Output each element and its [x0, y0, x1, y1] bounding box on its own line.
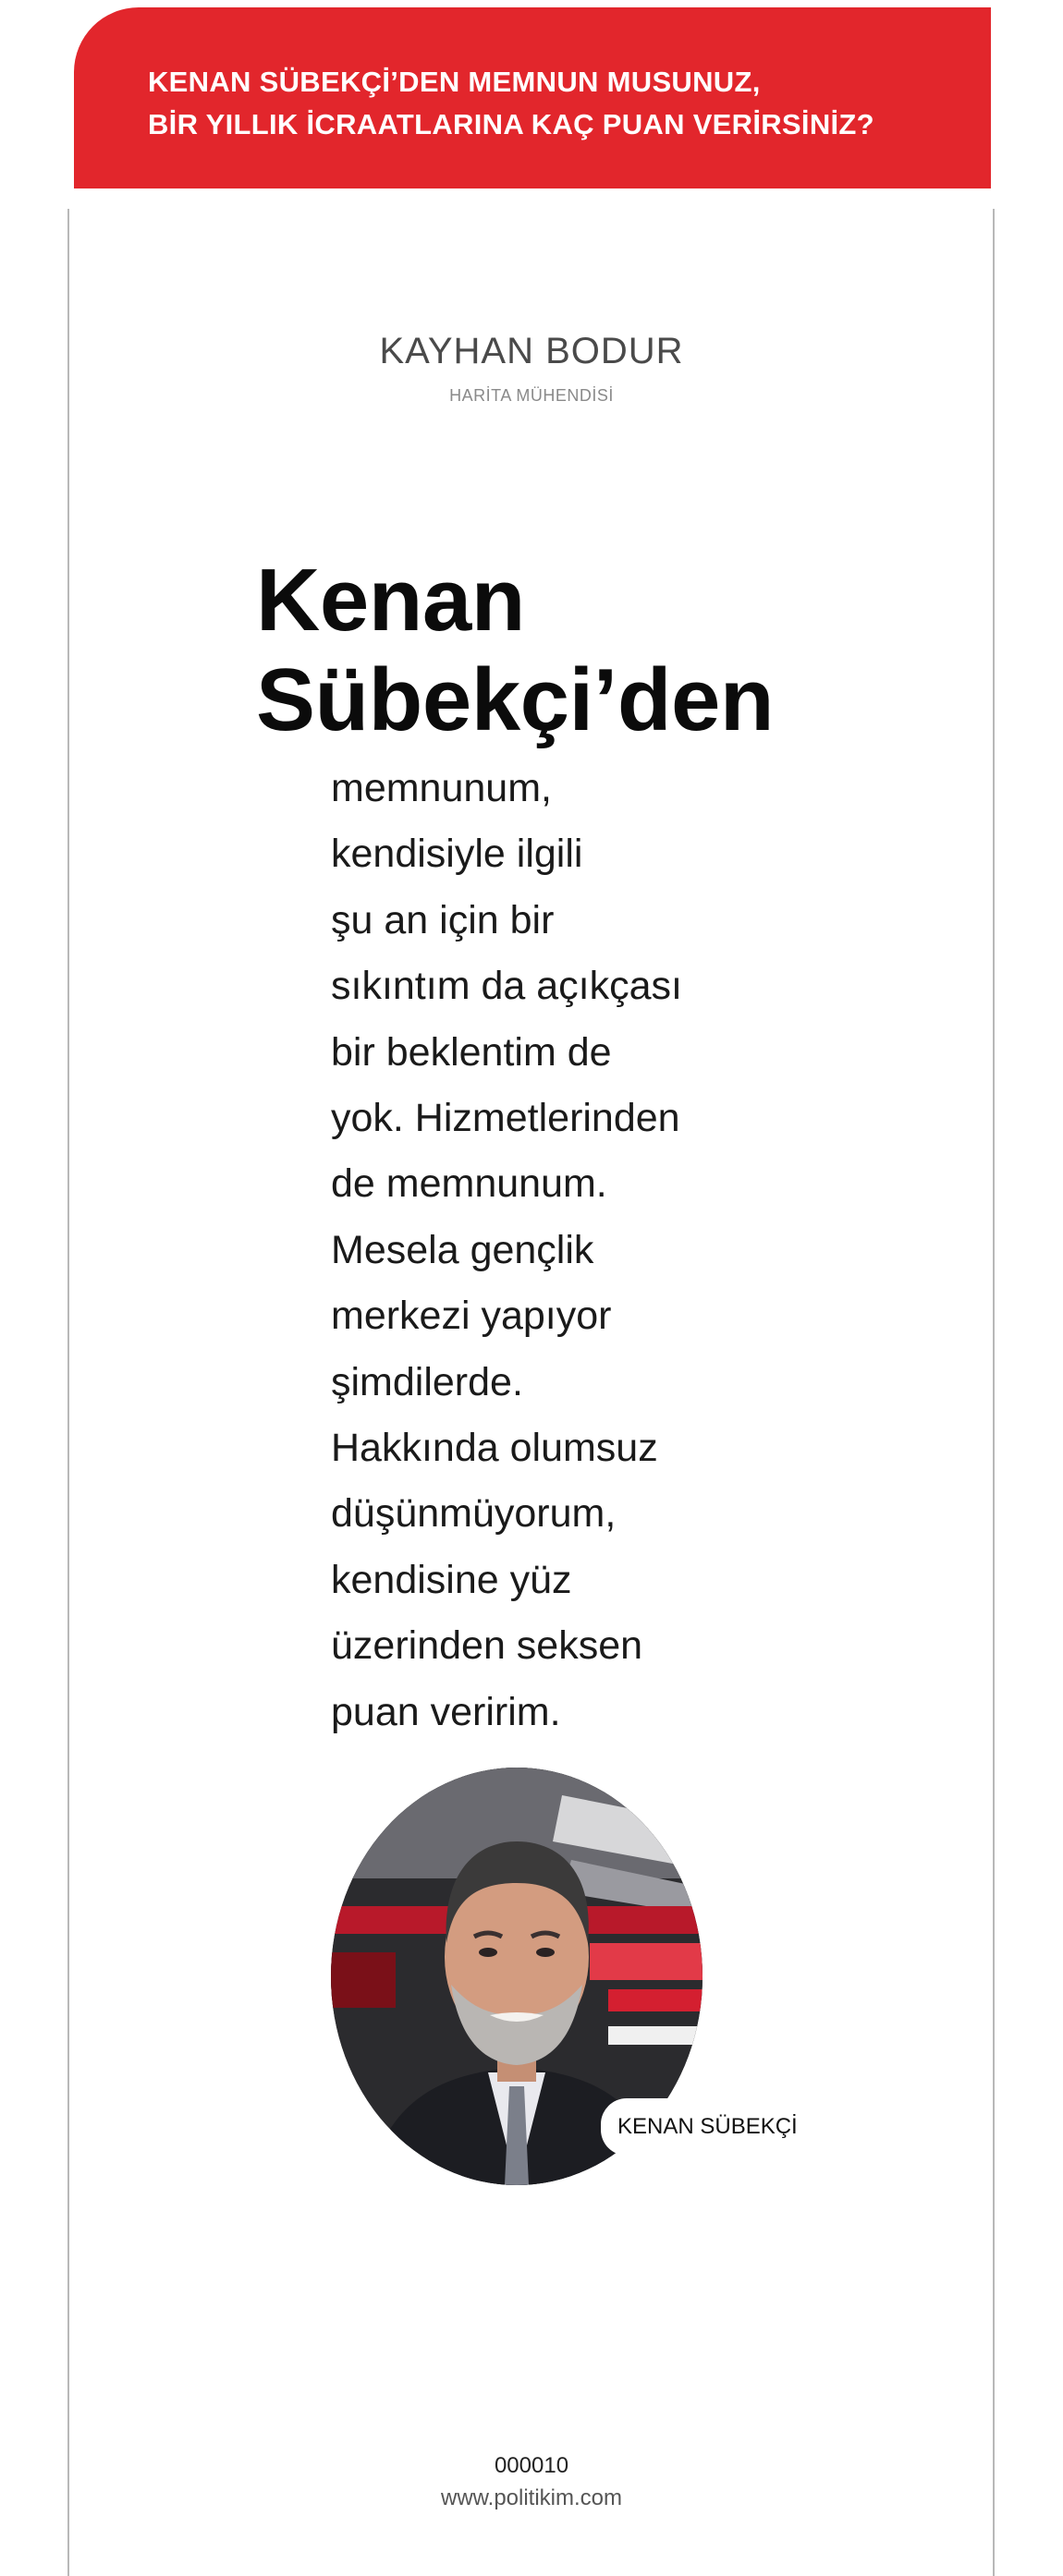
website-url: www.politikim.com	[440, 2485, 623, 2510]
quote-line: kendisine yüz	[331, 1557, 572, 1602]
quote-line: yok. Hizmetlerinden	[331, 1096, 680, 1141]
author-title: HARİTA MÜHENDİSİ	[449, 386, 614, 405]
quote-line: şu an için bir	[331, 897, 555, 942]
left-border-rule	[67, 209, 69, 2576]
quote-line: üzerinden seksen	[331, 1623, 643, 1669]
author-name: KAYHAN BODUR	[379, 331, 684, 371]
banner-line-2: BİR YILLIK İCRAATLARINA KAÇ PUAN VERİRSİNİZ?	[148, 108, 874, 140]
quote-line: kendisiyle ilgili	[331, 832, 583, 877]
quote-line: şimdilerde.	[331, 1359, 523, 1404]
right-border-rule	[993, 209, 995, 2576]
quote-body	[331, 756, 849, 1745]
quote-headline	[256, 551, 903, 750]
page-code: 000010	[494, 2453, 569, 2478]
headline-line-1: Kenan	[256, 551, 525, 650]
quote-line: de memnunum.	[331, 1161, 607, 1207]
quote-line: merkezi yapıyor	[331, 1294, 612, 1339]
headline-banner	[74, 7, 991, 188]
quote-line: bir beklentim de	[331, 1029, 612, 1075]
quote-line: Mesela gençlik	[331, 1227, 594, 1272]
photo-caption: KENAN SÜBEKÇİ	[601, 2098, 797, 2156]
banner-line-1: KENAN SÜBEKÇİ’DEN MEMNUN MUSUNUZ,	[148, 66, 761, 98]
quote-line: sıkıntım da açıkçası	[331, 964, 682, 1009]
quote-line: Hakkında olumsuz	[331, 1426, 658, 1471]
headline-line-2: Sübekçi’den	[256, 650, 774, 749]
quote-line: düşünmüyorum,	[331, 1491, 617, 1537]
quote-line: memnunum,	[331, 766, 552, 810]
quote-line: puan veririm.	[331, 1689, 561, 1734]
